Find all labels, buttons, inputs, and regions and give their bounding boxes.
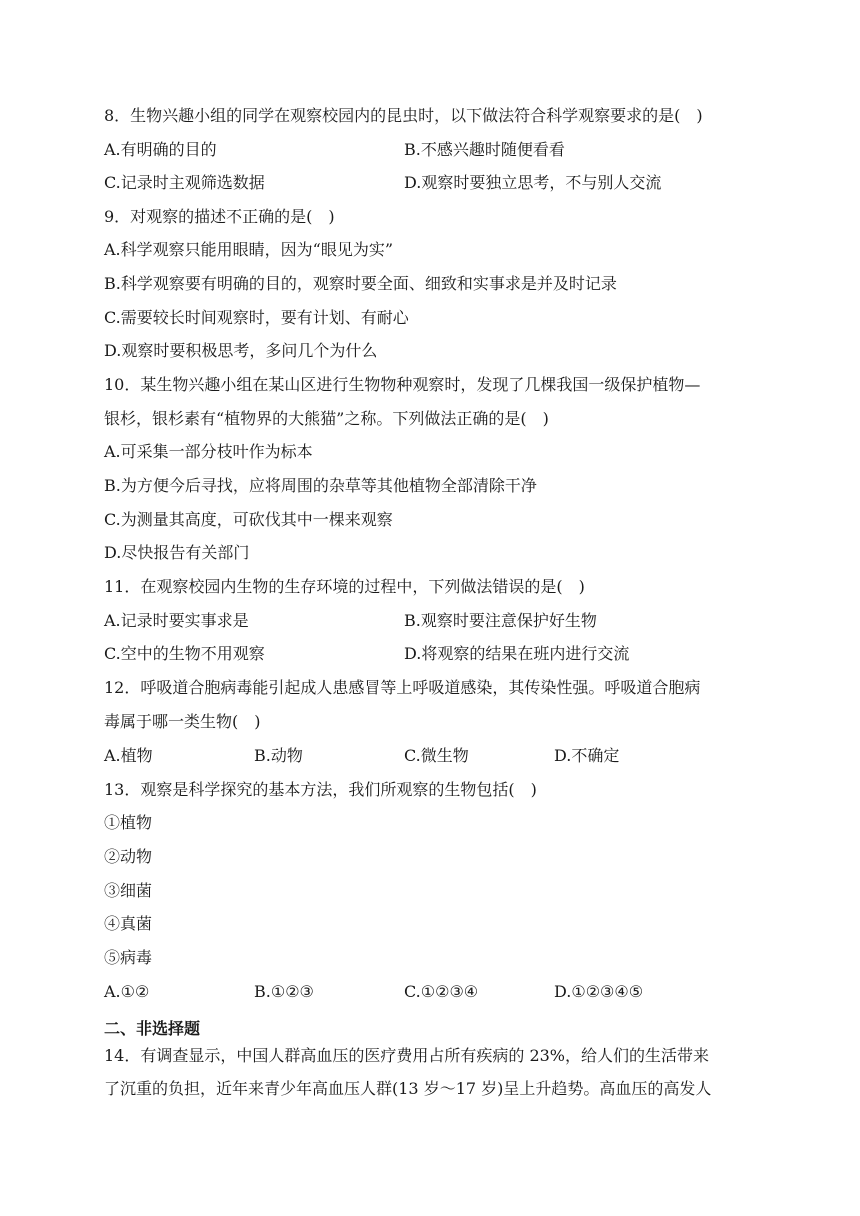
q13-item-4: ④真菌 bbox=[104, 914, 153, 933]
section-2-heading: 二、非选择题 bbox=[104, 1019, 201, 1038]
q12-option-c: C.微生物 bbox=[404, 746, 469, 765]
q11-option-a: A.记录时要实事求是 bbox=[104, 611, 249, 630]
q12-option-d: D.不确定 bbox=[554, 746, 620, 765]
q13-option-d: D.①②③④⑤ bbox=[554, 982, 644, 1001]
q12-stem-line2: 毒属于哪一类生物( ) bbox=[104, 712, 261, 731]
q14-line1: 14．有调查显示，中国人群高血压的医疗费用占所有疾病的 23%，给人们的生活带来 bbox=[104, 1046, 710, 1065]
q10-option-d: D.尽快报告有关部门 bbox=[104, 543, 250, 562]
q9-option-a: A.科学观察只能用眼睛，因为“眼见为实” bbox=[104, 240, 394, 259]
q8-option-a: A.有明确的目的 bbox=[104, 140, 217, 159]
q10-option-b: B.为方便今后寻找，应将周围的杂草等其他植物全部清除干净 bbox=[104, 476, 537, 495]
q10-option-a: A.可采集一部分枝叶作为标本 bbox=[104, 442, 313, 461]
q12-option-a: A.植物 bbox=[104, 746, 153, 765]
q13-option-b: B.①②③ bbox=[254, 982, 314, 1001]
q9-option-d: D.观察时要积极思考，多问几个为什么 bbox=[104, 341, 378, 360]
q8-option-d: D.观察时要独立思考，不与别人交流 bbox=[404, 173, 662, 192]
q8-option-b: B.不感兴趣时随便看看 bbox=[404, 140, 565, 159]
q13-item-3: ③细菌 bbox=[104, 881, 153, 900]
q11-option-c: C.空中的生物不用观察 bbox=[104, 644, 265, 663]
q12-stem-line1: 12．呼吸道合胞病毒能引起成人患感冒等上呼吸道感染，其传染性强。呼吸道合胞病 bbox=[104, 678, 701, 697]
q13-option-c: C.①②③④ bbox=[404, 982, 479, 1001]
q13-item-1: ①植物 bbox=[104, 813, 153, 832]
q11-option-d: D.将观察的结果在班内进行交流 bbox=[404, 644, 630, 663]
q11-option-b: B.观察时要注意保护好生物 bbox=[404, 611, 597, 630]
q12-option-b: B.动物 bbox=[254, 746, 303, 765]
q9-option-c: C.需要较长时间观察时，要有计划、有耐心 bbox=[104, 308, 409, 327]
q13-option-a: A.①② bbox=[104, 982, 150, 1001]
q14-line2: 了沉重的负担，近年来青少年高血压人群(13 岁～17 岁)呈上升趋势。高血压的高发人 bbox=[104, 1079, 712, 1098]
q8-option-c: C.记录时主观筛选数据 bbox=[104, 173, 265, 192]
q10-option-c: C.为测量其高度，可砍伐其中一棵来观察 bbox=[104, 510, 393, 529]
q8-stem: 8．生物兴趣小组的同学在观察校园内的昆虫时，以下做法符合科学观察要求的是( ) bbox=[104, 106, 703, 125]
q13-item-5: ⑤病毒 bbox=[104, 948, 153, 967]
q9-stem: 9．对观察的描述不正确的是( ) bbox=[104, 207, 335, 226]
q9-option-b: B.科学观察要有明确的目的，观察时要全面、细致和实事求是并及时记录 bbox=[104, 274, 617, 293]
q13-item-2: ②动物 bbox=[104, 847, 153, 866]
q10-stem-line1: 10．某生物兴趣小组在某山区进行生物物种观察时，发现了几棵我国一级保护植物— bbox=[104, 375, 701, 394]
q11-stem: 11．在观察校园内生物的生存环境的过程中，下列做法错误的是( ) bbox=[104, 577, 585, 596]
q13-stem: 13．观察是科学探究的基本方法，我们所观察的生物包括( ) bbox=[104, 780, 537, 799]
q10-stem-line2: 银杉，银杉素有“植物界的大熊猫”之称。下列做法正确的是( ) bbox=[104, 409, 549, 428]
